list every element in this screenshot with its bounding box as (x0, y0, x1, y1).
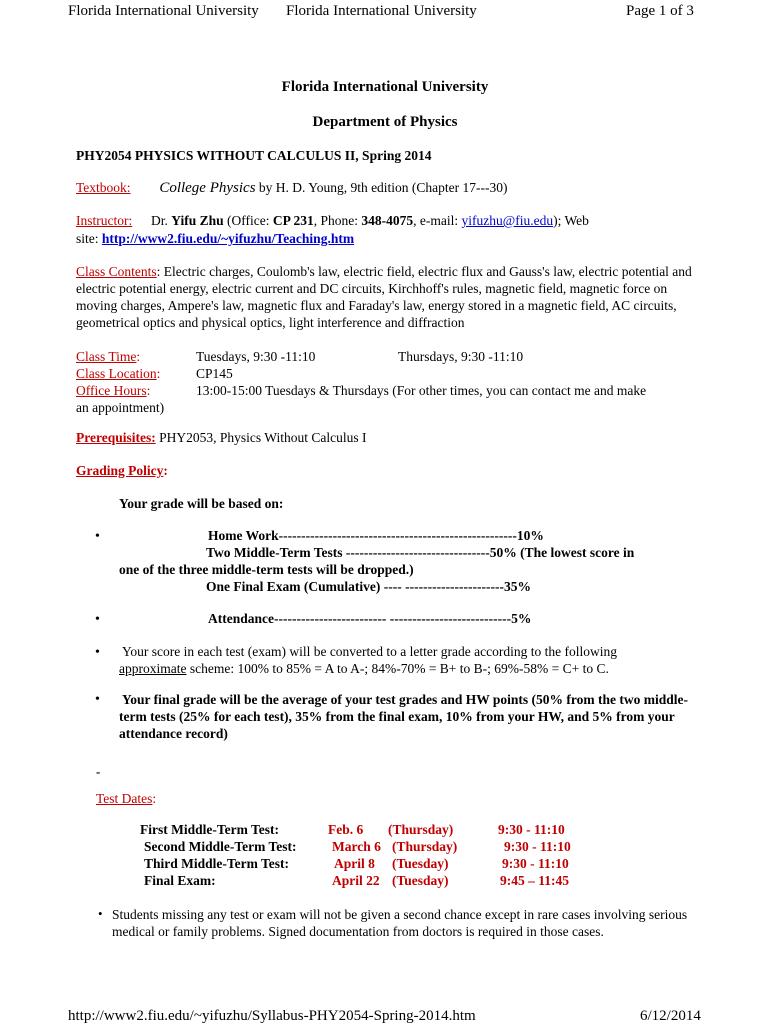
print-header-title-2: Florida International University (286, 3, 477, 19)
class-location-label-text: Class Location (76, 366, 157, 381)
bullet-final-grade: • (95, 692, 100, 707)
footer-date: 6/12/2014 (640, 1008, 701, 1024)
prerequisites-text: PHY2053, Physics Without Calculus I (155, 430, 367, 445)
instructor-site-line (76, 231, 354, 247)
test-day: (Thursday) (392, 839, 458, 854)
test-time: 9:30 - 11:10 (498, 822, 565, 837)
table-row (140, 856, 571, 873)
grade-midterm-note: one of the three middle-term tests will be dropped.) (119, 562, 414, 577)
grading-policy-label-text: Grading Policy (76, 463, 164, 478)
table-row (140, 839, 571, 856)
course-title: PHY2054 PHYSICS WITHOUT CALCULUS II, Spring 2014 (76, 148, 432, 163)
class-contents (76, 263, 696, 331)
test-time: 9:30 - 11:10 (504, 839, 571, 854)
email-prefix: , e-mail: (413, 213, 462, 228)
textbook-title: College Physics (159, 180, 256, 196)
print-header-title: Florida International University (68, 3, 259, 19)
test-date: Feb. 6 (328, 822, 364, 837)
class-time-label (76, 349, 140, 365)
grade-scale-line-1: Your score in each test (exam) will be converted to a letter grade according to the following (122, 644, 617, 659)
final-grade-note: Your final grade will be the average of your test grades and HW points (50% from the two middle-term tests (25% for each test), 35% from the final exam, 10% from your HW, and 5% from your attendance record) (119, 692, 688, 741)
page-number: Page 1 of 3 (626, 3, 694, 19)
class-time-label-text: Class Time (76, 349, 137, 364)
office-hours-colon: : (146, 383, 151, 398)
class-time-colon: : (136, 349, 141, 364)
test-day: (Tuesday) (392, 856, 449, 871)
prerequisites (76, 430, 366, 446)
test-name: First Middle-Term Test: (140, 822, 279, 837)
test-date: April 8 (334, 856, 375, 871)
test-time: 9:45 – 11:45 (500, 873, 569, 888)
office-room: CP 231 (272, 213, 314, 228)
test-name: Third Middle-Term Test: (144, 856, 290, 871)
class-contents-label: Class Contents (76, 264, 157, 279)
grading-policy-label (76, 463, 168, 479)
instructor-name: Yifu Zhu (171, 213, 224, 228)
grade-midterm: Two Middle-Term Tests --------------------------------50% (The lowest score in (206, 545, 635, 560)
office-hours-label (76, 383, 150, 399)
textbook-details: by H. D. Young, 9th edition (Chapter 17---30) (255, 180, 508, 195)
stray-dash: - (96, 764, 101, 779)
grade-scale-text: scheme: 100% to 85% = A to A-; 84%-70% = B+ to B-; 69%-58% = C+ to C. (186, 661, 609, 676)
grade-homework: Home Work-----------------------------------------------------10% (208, 528, 544, 543)
footer-url: http://www2.fiu.edu/~yifuzhu/Syllabus-PHY2054-Spring-2014.htm (68, 1008, 476, 1024)
test-dates-colon: : (152, 791, 157, 806)
test-name: Final Exam: (144, 873, 216, 888)
bullet-scale: • (95, 645, 100, 660)
test-dates-table (140, 822, 571, 890)
web-prefix: ); Web (553, 213, 589, 228)
instructor-label: Instructor: (76, 213, 133, 228)
grade-attendance: Attendance------------------------- ---------------------------5% (208, 611, 532, 626)
test-date: April 22 (332, 873, 380, 888)
table-row (140, 873, 571, 890)
missing-test-note: Students missing any test or exam will not be given a second chance except in rare cases involving serious medical or family problems. Signed documentation from doctors is required in those cases. (112, 907, 688, 939)
grading-policy-colon: : (163, 463, 168, 478)
test-name: Second Middle-Term Test: (144, 839, 297, 854)
table-row (140, 822, 571, 839)
grade-intro: Your grade will be based on: (119, 496, 284, 511)
instructor-prefix: Dr. (151, 213, 172, 228)
grade-final: One Final Exam (Cumulative) ---- ----------------------35% (206, 579, 532, 594)
phone-number: 348-4075 (361, 213, 414, 228)
website-link[interactable]: http://www2.fiu.edu/~yifuzhu/Teaching.htm (101, 231, 355, 246)
university-title: Florida International University (281, 79, 489, 95)
test-day: (Thursday) (388, 822, 454, 837)
class-location-colon: : (156, 366, 161, 381)
class-location-label (76, 366, 160, 382)
test-dates-label-text: Test Dates (96, 791, 153, 806)
office-hours-label-text: Office Hours (76, 383, 147, 398)
site-label: site: (76, 231, 102, 246)
office-prefix: (Office: (223, 213, 273, 228)
instructor-line (76, 213, 589, 229)
textbook-label: Textbook: (76, 180, 131, 195)
bullet-hw: • (95, 529, 100, 544)
note-bullet: • (98, 906, 103, 921)
class-contents-text: : Electric charges, Coulomb's law, electric field, electric flux and Gauss's law, electric potential and electric potential energy, electric current and DC circuits, Kirchhoff's rules, magnetic field, magnetic force on moving charges, Ampere's law, magnetic flux and Faraday's law, energy stored in a magnetic field, AC circuits, geometrical optics and physical optics, light interference and diffraction (76, 264, 692, 330)
test-dates-label (96, 791, 156, 807)
email-link[interactable]: yifuzhu@fiu.edu (461, 213, 554, 228)
test-time: 9:30 - 11:10 (502, 856, 569, 871)
test-day: (Tuesday) (392, 873, 449, 888)
textbook-line (76, 180, 508, 197)
phone-prefix: , Phone: (313, 213, 362, 228)
department-title: Department of Physics (312, 114, 458, 130)
class-time-tuesday: Tuesdays, 9:30 -11:10 (196, 349, 316, 364)
prerequisites-label: Prerequisites: (76, 430, 156, 445)
bullet-attendance: • (95, 612, 100, 627)
grade-scale-line-2 (119, 661, 609, 677)
class-location: CP145 (196, 366, 233, 381)
class-time-thursday: Thursdays, 9:30 -11:10 (398, 349, 524, 364)
office-hours: 13:00-15:00 Tuesdays & Thursdays (For other times, you can contact me and make (196, 383, 647, 398)
grade-scale-approximate: approximate (119, 661, 187, 676)
test-date: March 6 (332, 839, 381, 854)
office-hours-cont: an appointment) (76, 400, 165, 415)
